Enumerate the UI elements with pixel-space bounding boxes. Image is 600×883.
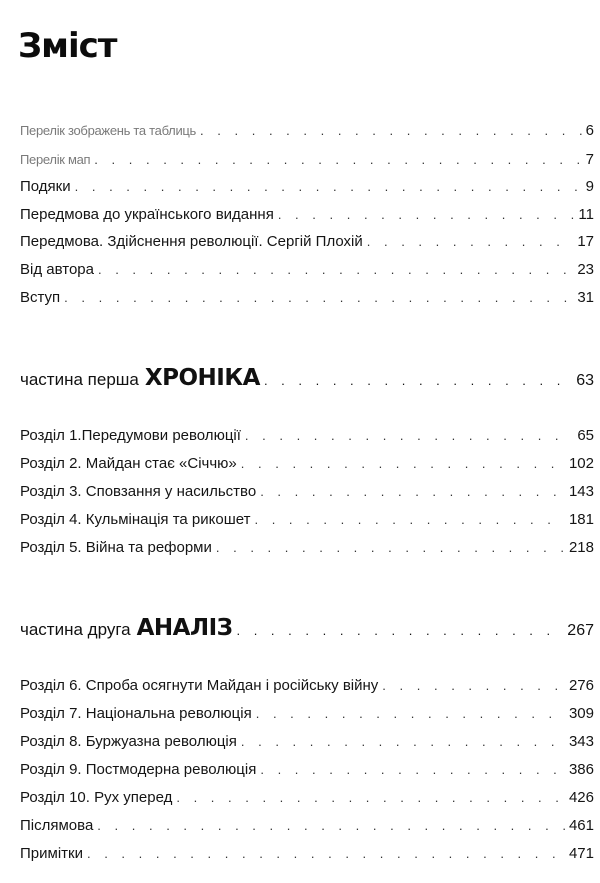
toc-entry-page: 343 [568,733,594,750]
dot-leader [87,845,565,863]
part-page: 63 [576,372,594,389]
part-page: 267 [567,622,594,639]
toc-entry[interactable] [20,427,594,445]
toc-entry-page: 102 [568,455,594,472]
dot-leader [382,677,565,695]
dot-leader [367,233,574,251]
toc-entry-label: Розділ 5. Війна та реформи [20,539,212,556]
toc-entry-label: Подяки [20,178,71,195]
dot-leader [264,373,572,388]
toc-entry-label: Перелік мап [20,152,91,167]
toc-entry-label: Передмова до українського видання [20,206,274,223]
toc-entry[interactable] [20,789,594,807]
dot-leader [200,122,582,140]
dot-leader [245,427,573,445]
toc-entry-label: Розділ 7. Національна революція [20,705,252,722]
toc-entry-page: 143 [568,483,594,500]
toc-entry[interactable] [20,539,594,557]
toc-entry-page: 276 [568,677,594,694]
dot-leader [64,289,573,307]
toc-entry-page: 181 [568,511,594,528]
toc-entry[interactable] [20,455,594,473]
toc-entry-page: 7 [585,151,594,168]
toc-entry[interactable] [20,817,594,835]
dot-leader [260,761,565,779]
toc-entry[interactable] [20,677,594,695]
toc-entry-page: 65 [577,427,594,444]
dot-leader [97,817,565,835]
toc-entry-page: 11 [578,206,594,223]
toc-entry[interactable] [20,151,594,169]
toc-entry[interactable] [20,289,594,307]
toc-entry[interactable] [20,845,594,863]
toc-entry-label: Розділ 9. Постмодерна революція [20,761,257,778]
dot-leader [241,733,565,751]
part-prefix: частина перша [20,370,139,389]
toc-entry[interactable] [20,705,594,723]
toc-entry[interactable] [20,761,594,779]
toc-entry-label: Розділ 6. Спроба осягнути Майдан і російську війну [20,677,379,694]
toc-entry-label: Розділ 3. Сповзання у насильство [20,483,257,500]
part-one-heading[interactable] [20,365,594,391]
toc-entry[interactable] [20,178,594,196]
toc-entry-page: 386 [568,761,594,778]
toc-entry-page: 471 [568,845,594,862]
toc-entry-page: 309 [568,705,594,722]
toc-entry[interactable] [20,511,594,529]
toc-entry-page: 23 [577,261,594,278]
dot-leader [176,789,565,807]
toc-entry-page: 218 [568,539,594,556]
part-title: ХРОНІКА [144,365,260,391]
toc-entry[interactable] [20,206,594,224]
toc-entry-page: 6 [585,122,594,139]
dot-leader [98,261,573,279]
dot-leader [256,705,565,723]
part-two-heading[interactable] [20,615,594,641]
dot-leader [241,455,565,473]
toc-entry-label: Вступ [20,289,61,306]
toc-entry-label: Розділ 1.Передумови революції [20,427,241,444]
toc-entry-label: Перелік зображень та таблиць [20,123,197,138]
page-title: Зміст [18,26,117,66]
toc-entry[interactable] [20,483,594,501]
toc-entry-page: 9 [585,178,594,195]
toc-entry-label: Розділ 4. Кульмінація та рикошет [20,511,251,528]
toc-entry[interactable] [20,261,594,279]
toc-entry-label: Розділ 2. Майдан стає «Січчю» [20,455,237,472]
dot-leader [278,206,575,224]
toc-entry-page: 17 [577,233,594,250]
dot-leader [254,511,565,529]
toc-entry[interactable] [20,122,594,140]
toc-entry-label: Від автора [20,261,94,278]
dot-leader [94,151,581,169]
dot-leader [236,623,563,638]
toc-entry-label: Розділ 8. Буржуазна революція [20,733,237,750]
toc-entry-page: 461 [568,817,594,834]
toc-entry-label: Післямова [20,817,94,834]
toc-entry-page: 426 [568,789,594,806]
dot-leader [260,483,565,501]
toc-entry-page: 31 [577,289,594,306]
toc-entry-label: Передмова. Здійснення революції. Сергій Плохій [20,233,363,250]
part-title: АНАЛІЗ [136,615,233,641]
part-prefix: частина друга [20,620,131,639]
dot-leader [216,539,565,557]
toc-entry[interactable] [20,233,594,251]
dot-leader [75,178,582,196]
toc-entry-label: Розділ 10. Рух уперед [20,789,173,806]
toc-entry[interactable] [20,733,594,751]
toc-entry-label: Примітки [20,845,83,862]
